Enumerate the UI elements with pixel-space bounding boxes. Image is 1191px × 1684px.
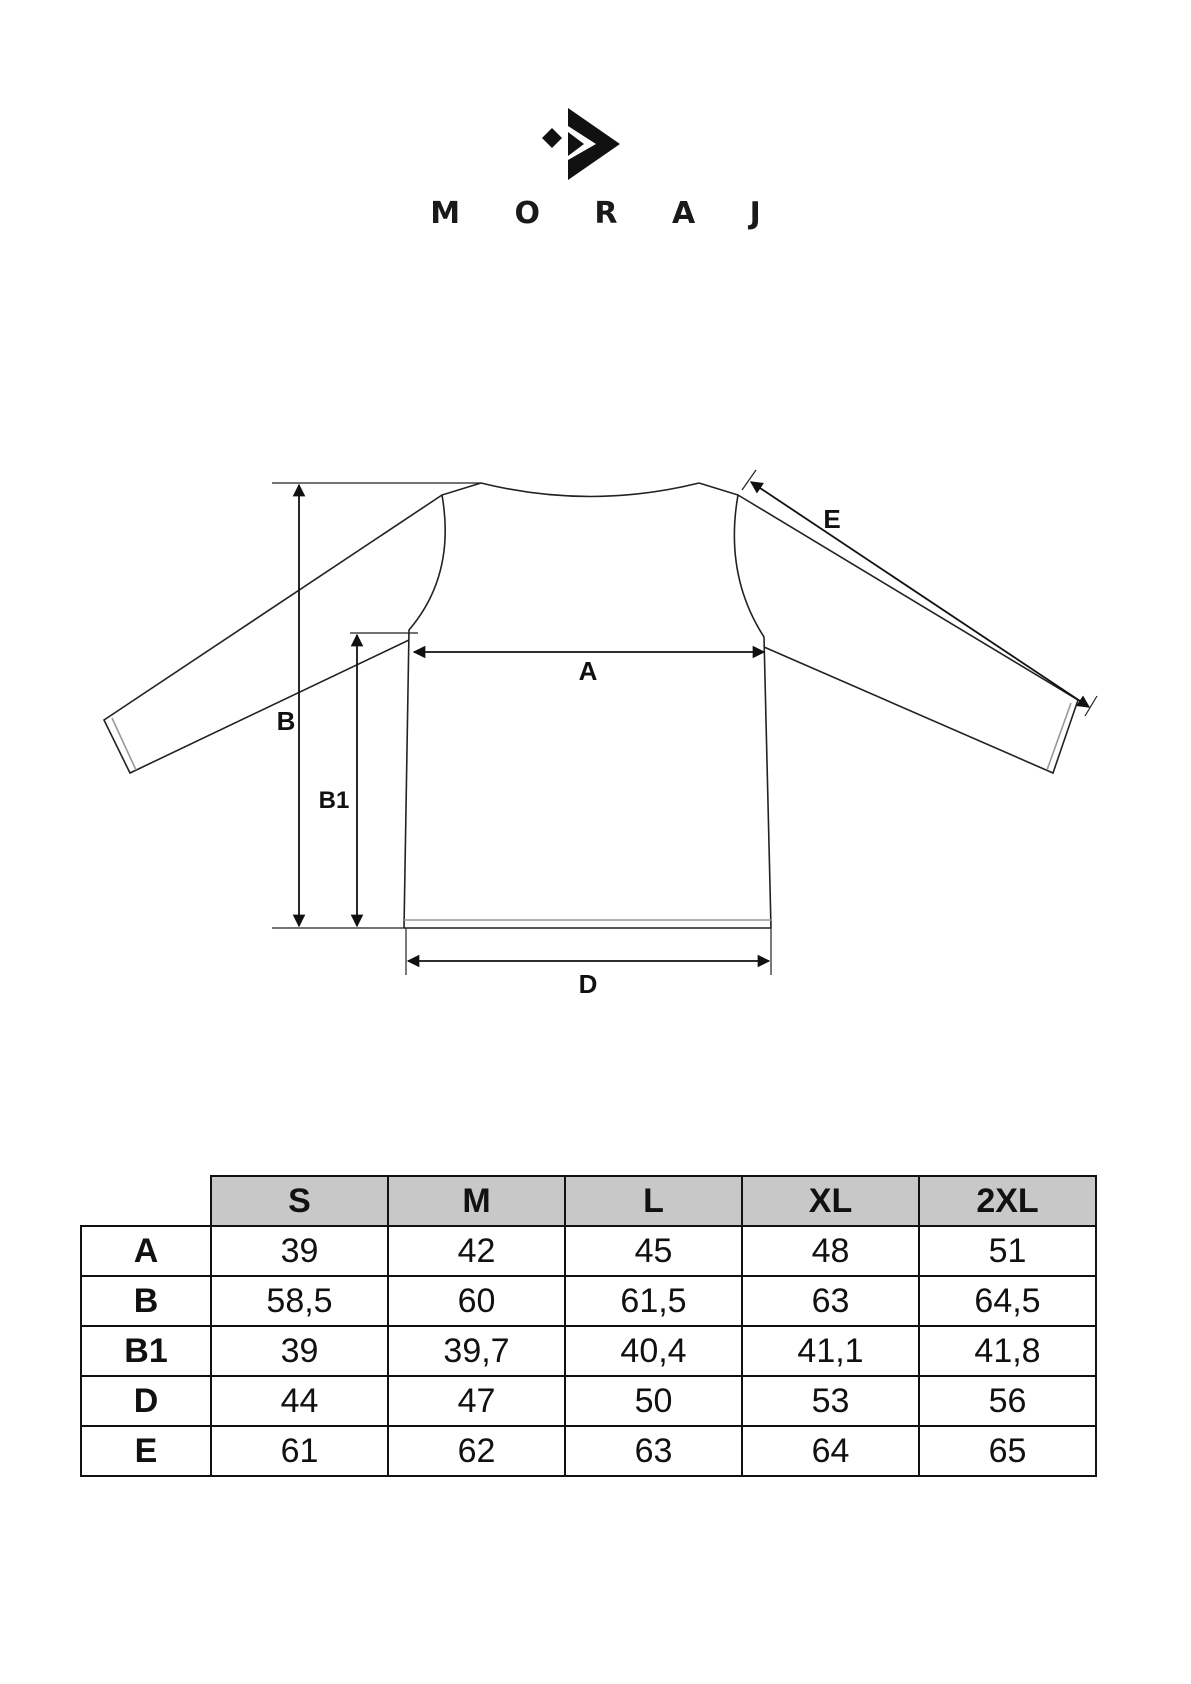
size-header: 2XL (919, 1176, 1096, 1226)
table-cell: 64,5 (919, 1276, 1096, 1326)
row-label: D (81, 1376, 211, 1426)
table-cell: 51 (919, 1226, 1096, 1276)
size-header-row (81, 1176, 1096, 1226)
table-cell: 63 (742, 1276, 919, 1326)
table-cell: 65 (919, 1426, 1096, 1476)
size-header: XL (742, 1176, 919, 1226)
size-header: S (211, 1176, 388, 1226)
table-cell: 61 (211, 1426, 388, 1476)
table-cell: 50 (565, 1376, 742, 1426)
table-cell: 61,5 (565, 1276, 742, 1326)
table-cell: 48 (742, 1226, 919, 1276)
row-label: B1 (81, 1326, 211, 1376)
table-cell: 44 (211, 1376, 388, 1426)
size-header: L (565, 1176, 742, 1226)
table-cell: 56 (919, 1376, 1096, 1426)
size-table (80, 1175, 1097, 1477)
table-cell: 45 (565, 1226, 742, 1276)
table-cell: 39 (211, 1226, 388, 1276)
table-cell: 40,4 (565, 1326, 742, 1376)
table-cell: 62 (388, 1426, 565, 1476)
dimension-b-label: B (276, 706, 296, 736)
dimension-b1-label: B1 (318, 787, 350, 814)
table-cell: 53 (742, 1376, 919, 1426)
row-label: A (81, 1226, 211, 1276)
sweater-outline (104, 483, 1078, 928)
table-cell: 42 (388, 1226, 565, 1276)
table-cell: 64 (742, 1426, 919, 1476)
row-label: B (81, 1276, 211, 1326)
dimension-d-label: D (578, 969, 598, 999)
dimension-e-arrow (751, 482, 1089, 707)
dimension-a-label: A (578, 656, 598, 686)
dimension-e-tick-top (742, 470, 756, 490)
table-corner (81, 1176, 211, 1226)
row-label: E (81, 1426, 211, 1476)
table-row (81, 1276, 1096, 1326)
table-cell: 58,5 (211, 1276, 388, 1326)
table-row (81, 1326, 1096, 1376)
table-cell: 60 (388, 1276, 565, 1326)
table-row (81, 1376, 1096, 1426)
table-cell: 39 (211, 1326, 388, 1376)
size-header: M (388, 1176, 565, 1226)
table-cell: 41,1 (742, 1326, 919, 1376)
table-row (81, 1226, 1096, 1276)
table-row (81, 1426, 1096, 1476)
dimension-e-label: E (823, 504, 841, 534)
table-cell: 39,7 (388, 1326, 565, 1376)
table-cell: 47 (388, 1376, 565, 1426)
table-cell: 63 (565, 1426, 742, 1476)
brand-name: M O R A J (430, 196, 783, 231)
table-cell: 41,8 (919, 1326, 1096, 1376)
